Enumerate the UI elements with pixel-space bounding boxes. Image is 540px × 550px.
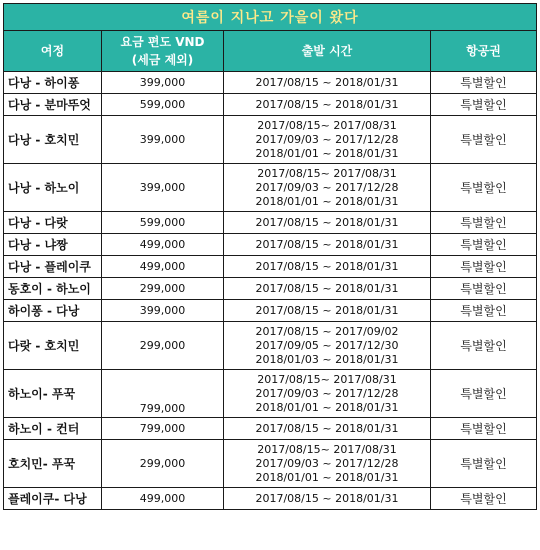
period-cell [224, 278, 431, 300]
period-line: 2017/08/15~ 2017/08/31 [257, 442, 397, 456]
table-row [4, 370, 537, 418]
table-row [4, 72, 537, 94]
route-cell: 나낭 - 하노이 [4, 164, 102, 212]
fare-cell: 499,000 [102, 488, 224, 510]
ticket-cell: 특별할인 [431, 116, 537, 164]
period-line: 2017/08/15 ~ 2018/01/31 [255, 281, 399, 295]
period-line: 2017/09/03 ~ 2017/12/28 [255, 386, 399, 400]
table-row [4, 212, 537, 234]
period-line: 2018/01/01 ~ 2018/01/31 [255, 194, 399, 208]
period-line: 2017/09/03 ~ 2017/12/28 [255, 132, 399, 146]
period-cell [224, 322, 431, 370]
table-row [4, 164, 537, 212]
table-title: 여름이 지나고 가을이 왔다 [4, 4, 537, 31]
route-cell: 다랏 - 호치민 [4, 322, 102, 370]
ticket-cell: 특별할인 [431, 164, 537, 212]
table-row [4, 278, 537, 300]
fare-cell: 599,000 [102, 94, 224, 116]
period-cell [224, 440, 431, 488]
fare-cell: 599,000 [102, 212, 224, 234]
period-line: 2017/08/15 ~ 2018/01/31 [255, 75, 399, 89]
table-row [4, 440, 537, 488]
header-ticket: 항공권 [431, 31, 537, 72]
fare-cell: 799,000 [102, 418, 224, 440]
period-line: 2017/08/15 ~ 2018/01/31 [255, 215, 399, 229]
ticket-cell: 특별할인 [431, 418, 537, 440]
fare-cell: 299,000 [102, 322, 224, 370]
route-cell: 동호이 - 하노이 [4, 278, 102, 300]
route-cell: 다낭 - 냐짱 [4, 234, 102, 256]
route-cell: 하노이 - 컨터 [4, 418, 102, 440]
table-row [4, 116, 537, 164]
route-cell: 다낭 - 플레이쿠 [4, 256, 102, 278]
period-line: 2017/09/03 ~ 2017/12/28 [255, 456, 399, 470]
period-line: 2018/01/01 ~ 2018/01/31 [255, 470, 399, 484]
table-row [4, 300, 537, 322]
header-period: 출발 시간 [224, 31, 431, 72]
period-line: 2017/09/05 ~ 2017/12/30 [255, 338, 399, 352]
ticket-cell: 특별할인 [431, 278, 537, 300]
route-cell: 호치민- 푸꾹 [4, 440, 102, 488]
ticket-cell: 특별할인 [431, 212, 537, 234]
fare-cell: 399,000 [102, 300, 224, 322]
period-line: 2017/09/03 ~ 2017/12/28 [255, 180, 399, 194]
route-cell: 하이퐁 - 다낭 [4, 300, 102, 322]
table-row [4, 418, 537, 440]
fare-cell: 299,000 [102, 278, 224, 300]
period-cell [224, 116, 431, 164]
period-cell [224, 370, 431, 418]
period-cell [224, 72, 431, 94]
ticket-cell: 특별할인 [431, 72, 537, 94]
period-cell [224, 418, 431, 440]
fare-cell: 399,000 [102, 164, 224, 212]
period-cell [224, 300, 431, 322]
route-cell: 다낭 - 다랏 [4, 212, 102, 234]
period-line: 2017/08/15 ~ 2017/09/02 [255, 324, 399, 338]
period-line: 2017/08/15 ~ 2018/01/31 [255, 303, 399, 317]
period-line: 2018/01/03 ~ 2018/01/31 [255, 352, 399, 366]
period-line: 2017/08/15 ~ 2018/01/31 [255, 491, 399, 505]
period-line: 2018/01/01 ~ 2018/01/31 [255, 400, 399, 414]
ticket-cell: 특별할인 [431, 488, 537, 510]
period-line: 2018/01/01 ~ 2018/01/31 [255, 146, 399, 160]
period-cell [224, 212, 431, 234]
route-cell: 다낭 - 호치민 [4, 116, 102, 164]
ticket-cell: 특별할인 [431, 300, 537, 322]
period-line: 2017/08/15~ 2017/08/31 [257, 166, 397, 180]
route-cell: 하노이- 푸꾹 [4, 370, 102, 418]
ticket-cell: 특별할인 [431, 94, 537, 116]
period-line: 2017/08/15~ 2017/08/31 [257, 372, 397, 386]
table-row [4, 322, 537, 370]
route-cell: 다낭 - 분마뚜엇 [4, 94, 102, 116]
period-cell [224, 94, 431, 116]
route-cell: 다낭 - 하이퐁 [4, 72, 102, 94]
table-row [4, 94, 537, 116]
period-line: 2017/08/15 ~ 2018/01/31 [255, 259, 399, 273]
ticket-cell: 특별할인 [431, 234, 537, 256]
fare-table [3, 3, 537, 510]
fare-cell: 399,000 [102, 116, 224, 164]
period-cell [224, 488, 431, 510]
period-line: 2017/08/15 ~ 2018/01/31 [255, 421, 399, 435]
fare-cell: 499,000 [102, 234, 224, 256]
ticket-cell: 특별할인 [431, 440, 537, 488]
fare-table-body [4, 72, 537, 510]
fare-cell: 499,000 [102, 256, 224, 278]
period-line: 2017/08/15 ~ 2018/01/31 [255, 237, 399, 251]
header-route: 여정 [4, 31, 102, 72]
table-row [4, 234, 537, 256]
fare-cell: 399,000 [102, 72, 224, 94]
header-fare-line2: (세금 제외) [131, 53, 194, 67]
period-cell [224, 234, 431, 256]
period-line: 2017/08/15 ~ 2018/01/31 [255, 97, 399, 111]
header-fare-line1: 요금 편도 VND [120, 35, 205, 49]
ticket-cell: 특별할인 [431, 256, 537, 278]
ticket-cell: 특별할인 [431, 370, 537, 418]
table-row [4, 256, 537, 278]
table-row [4, 488, 537, 510]
ticket-cell: 특별할인 [431, 322, 537, 370]
route-cell: 플레이쿠- 다낭 [4, 488, 102, 510]
period-line: 2017/08/15~ 2017/08/31 [257, 118, 397, 132]
fare-cell: 799,000 [102, 370, 224, 418]
period-cell [224, 164, 431, 212]
header-fare [102, 31, 224, 72]
fare-cell: 299,000 [102, 440, 224, 488]
period-cell [224, 256, 431, 278]
